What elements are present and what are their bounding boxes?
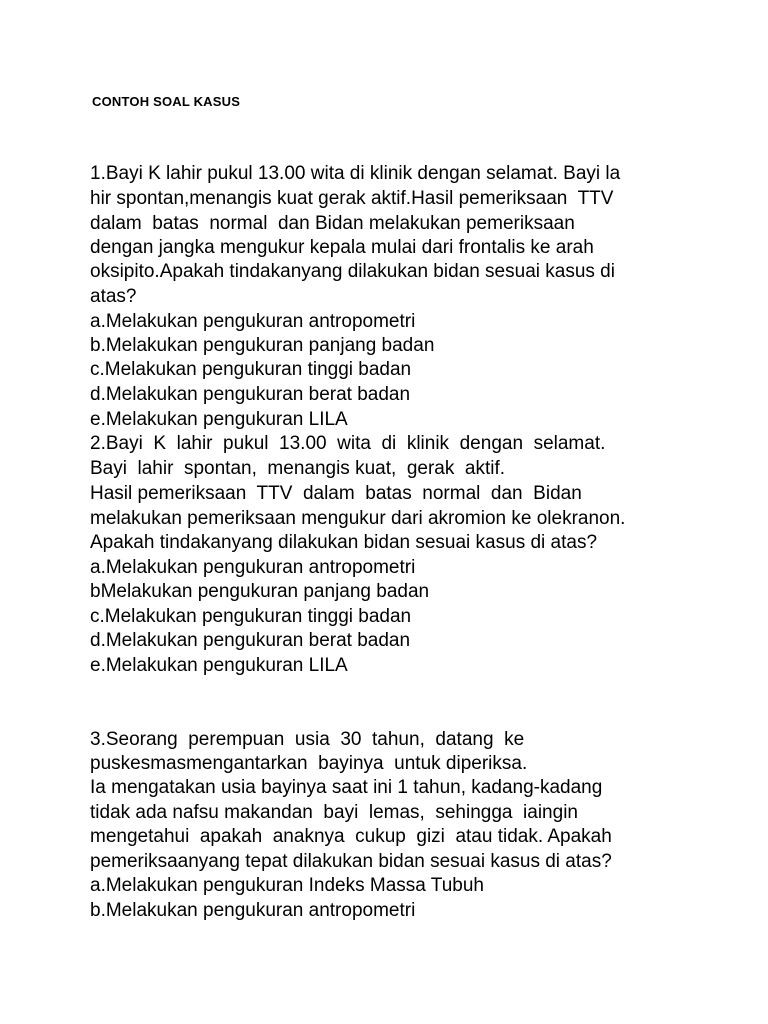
question-1-line: 1.Bayi K lahir pukul 13.00 wita di klinik dengan selamat. Bayi la [90,163,621,184]
question-3-option-a: a.Melakukan pengukuran Indeks Massa Tubuh [90,875,484,896]
question-1-line: hir spontan,menangis kuat gerak aktif.Hasil pemeriksaan TTV [90,188,614,209]
question-3-line: 3.Seorang perempuan usia 30 tahun, datang ke [90,729,525,750]
question-2-line: melakukan pemeriksaan mengukur dari akromion ke olekranon. [90,508,626,529]
question-2-option-e: e.Melakukan pengukuran LILA [90,655,348,676]
question-2-option-b: bMelakukan pengukuran panjang badan [90,581,430,602]
question-1-option-b: b.Melakukan pengukuran panjang badan [90,335,435,356]
question-1-option-e: e.Melakukan pengukuran LILA [90,409,348,430]
question-1-line: dalam batas normal dan Bidan melakukan pemeriksaan [90,213,575,234]
question-2-line: Hasil pemeriksaan TTV dalam batas normal dan Bidan [90,483,582,504]
question-2-option-c: c.Melakukan pengukuran tinggi badan [90,606,412,627]
question-2-option-a: a.Melakukan pengukuran antropometri [90,557,416,578]
question-1-line: oksipito.Apakah tindakanyang dilakukan bidan sesuai kasus di [90,261,615,282]
question-2-line: Apakah tindakanyang dilakukan bidan sesuai kasus di atas? [90,532,598,553]
question-3-line: mengetahui apakah anaknya cukup gizi atau tidak. Apakah [90,826,612,847]
question-1-line: dengan jangka mengukur kepala mulai dari frontalis ke arah [90,237,594,258]
question-3-line: pemeriksaanyang tepat dilakukan bidan sesuai kasus di atas? [90,851,612,872]
question-2-option-d: d.Melakukan pengukuran berat badan [90,630,411,651]
question-3-line: Ia mengatakan usia bayinya saat ini 1 tahun, kadang-kadang [90,777,603,798]
question-1-line: atas? [90,286,137,307]
document-title: CONTOH SOAL KASUS [92,94,241,109]
question-3-line: puskesmasmengantarkan bayinya untuk diperiksa. [90,753,528,774]
question-2-line: 2.Bayi K lahir pukul 13.00 wita di klinik dengan selamat. [90,433,606,454]
question-3-option-b: b.Melakukan pengukuran antropometri [90,900,416,921]
question-3-line: tidak ada nafsu makandan bayi lemas, sehingga iaingin [90,802,578,823]
question-1-option-c: c.Melakukan pengukuran tinggi badan [90,359,412,380]
question-1-option-d: d.Melakukan pengukuran berat badan [90,384,411,405]
question-2-line: Bayi lahir spontan, menangis kuat, gerak aktif. [90,458,506,479]
question-1-option-a: a.Melakukan pengukuran antropometri [90,311,416,332]
